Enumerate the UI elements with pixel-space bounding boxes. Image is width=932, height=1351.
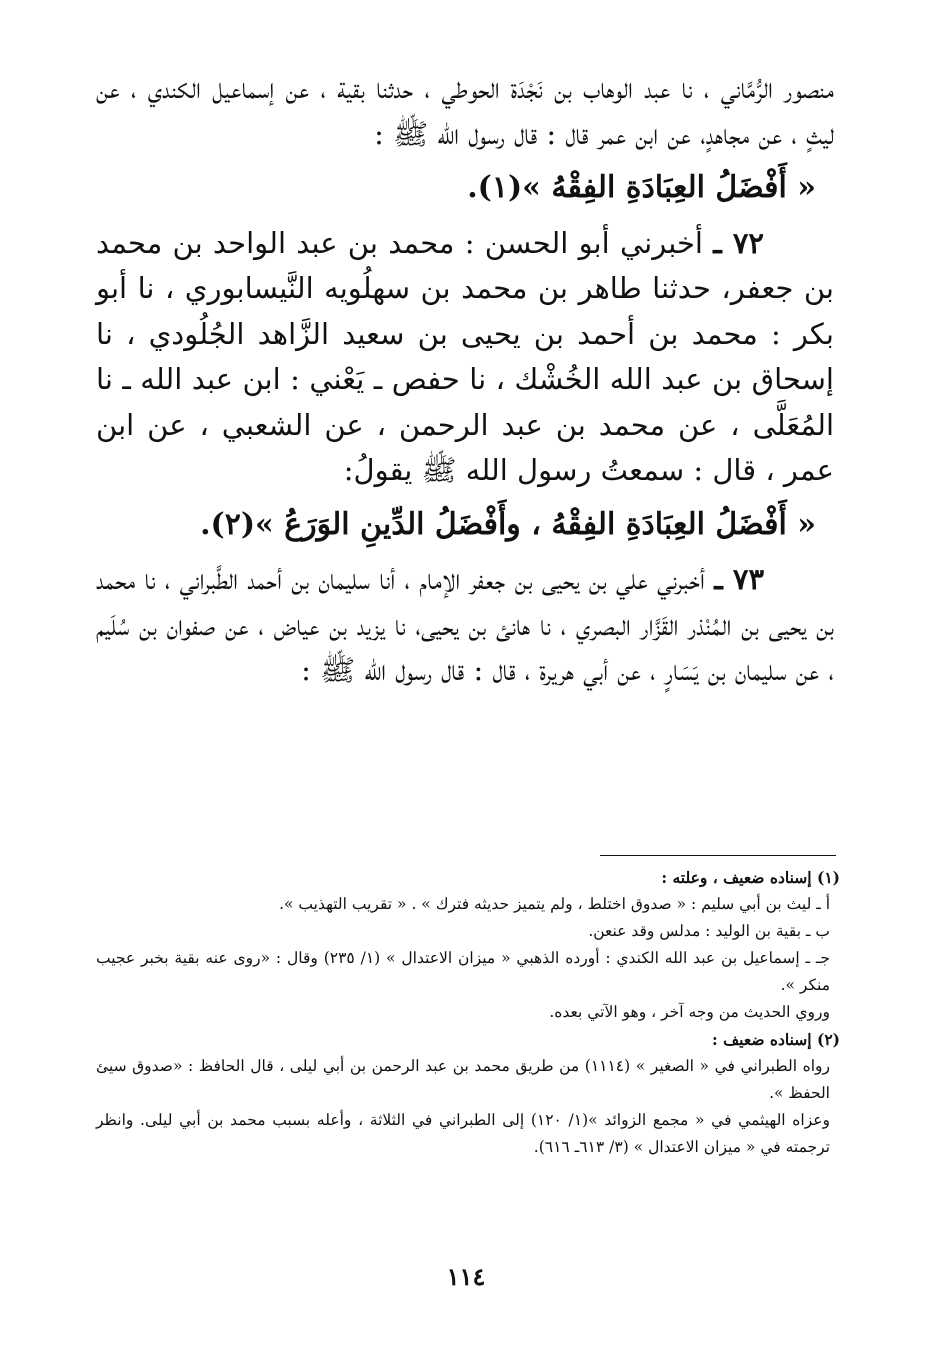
- footnote-1-item-b: ب ـ بقية بن الوليد : مدلس وقد عنعن.: [588, 922, 830, 940]
- footnote-1-item-c: جـ ـ إسماعيل بن عبد الله الكندي : أورده الذهبي « ميزان الاعتدال » (١/ ٢٣٥) وقال : «روى عنه بقية بخبر عجيب منكر ».: [96, 949, 830, 994]
- entry-72: [96, 221, 834, 494]
- footnote-separator: [600, 855, 836, 856]
- entry-text-73: أخبرني علي بن يحيى بن جعفر الإمام ، أنا سليمان بن أحمد الطَّبراني ، نا محمد بن يحيى بن المُنْذر القَزَّار البصري ، نا هانئ بن يحيى، نا يزيد بن عياض ، عن صفوان بن سُلَيم ، عن سليمان بن يَسَارٍ ، عن أبي هريرة ، قال : قال رسول الله ﷺ :: [96, 562, 834, 687]
- entry-text-72: أخبرني أبو الحسن : محمد بن عبد الواحد بن محمد بن جعفر، حدثنا طاهر بن محمد بن سهلُويه النَّيسابوري ، نا أبو بكر : محمد بن أحمد بن يحيى بن سعيد الزَّاهد الجُلُودي ، نا إسحاق بن عبد الله الخُشْك ، نا حفص ـ يَعْني : ابن عبد الله ـ نا المُعَلَّى ، عن محمد بن عبد الرحمن ، عن الشعبي ، عن ابن عمر ، قال : سمعتُ رسول الله ﷺ يقولُ:: [96, 225, 834, 487]
- footnote-1-note: وروي الحديث من وجه آخر ، وهو الآتي بعده.: [549, 1003, 830, 1021]
- paragraph-continuation: منصور الرُّمَّاني ، نا عبد الوهاب بن نَجْدَة الحوطي ، حدثنا بقية ، عن إسماعيل الكندي ، عن ليثٍ ، عن مجاهدٍ، عن ابن عمر قال : قال رسول الله ﷺ :: [96, 71, 834, 151]
- hadith-text-1: « أَفْضَلُ العِبَادَةِ الفِقْهُ »(١).: [467, 170, 816, 205]
- main-text: [96, 66, 834, 694]
- footnote-2-heading: (٢) إسناده ضعيف :: [712, 1030, 840, 1049]
- page-number: ١١٤: [446, 1262, 486, 1291]
- footnote-2-para-2: وعزاه الهيثمي في « مجمع الزوائد »(١/ ١٢٠) إلى الطبراني في الثلاثة ، وأعله بسبب محمد بن أبي ليلى. وانظر ترجمته في « ميزان الاعتدال » (٣/ ٦١٣ـ ٦١٦).: [96, 1111, 830, 1156]
- footnote-2-para-1: رواه الطبراني في « الصغير » (١١١٤) من طريق محمد بن عبد الرحمن بن أبي ليلى ، قال الحافظ : «صدوق سيئ الحفظ ».: [96, 1057, 830, 1102]
- entry-number-72: ٧٢ ـ: [713, 225, 764, 260]
- footnotes: [96, 864, 840, 1161]
- footnote-1-item-a: أ ـ ليث بن أبي سليم : « صدوق اختلط ، ولم يتميز حديثه فترك » . « تقريب التهذيب ».: [279, 895, 830, 913]
- hadith-text-2: « أَفْضَلُ العِبَادَةِ الفِقْهُ ، وأَفْضَلُ الدِّينِ الوَرَعُ »(٢).: [200, 506, 816, 542]
- entry-73: [96, 557, 834, 694]
- entry-number-73: ٧٣ ـ: [714, 562, 765, 596]
- footnote-1-heading: (١) إسناده ضعيف ، وعلته :: [661, 868, 840, 887]
